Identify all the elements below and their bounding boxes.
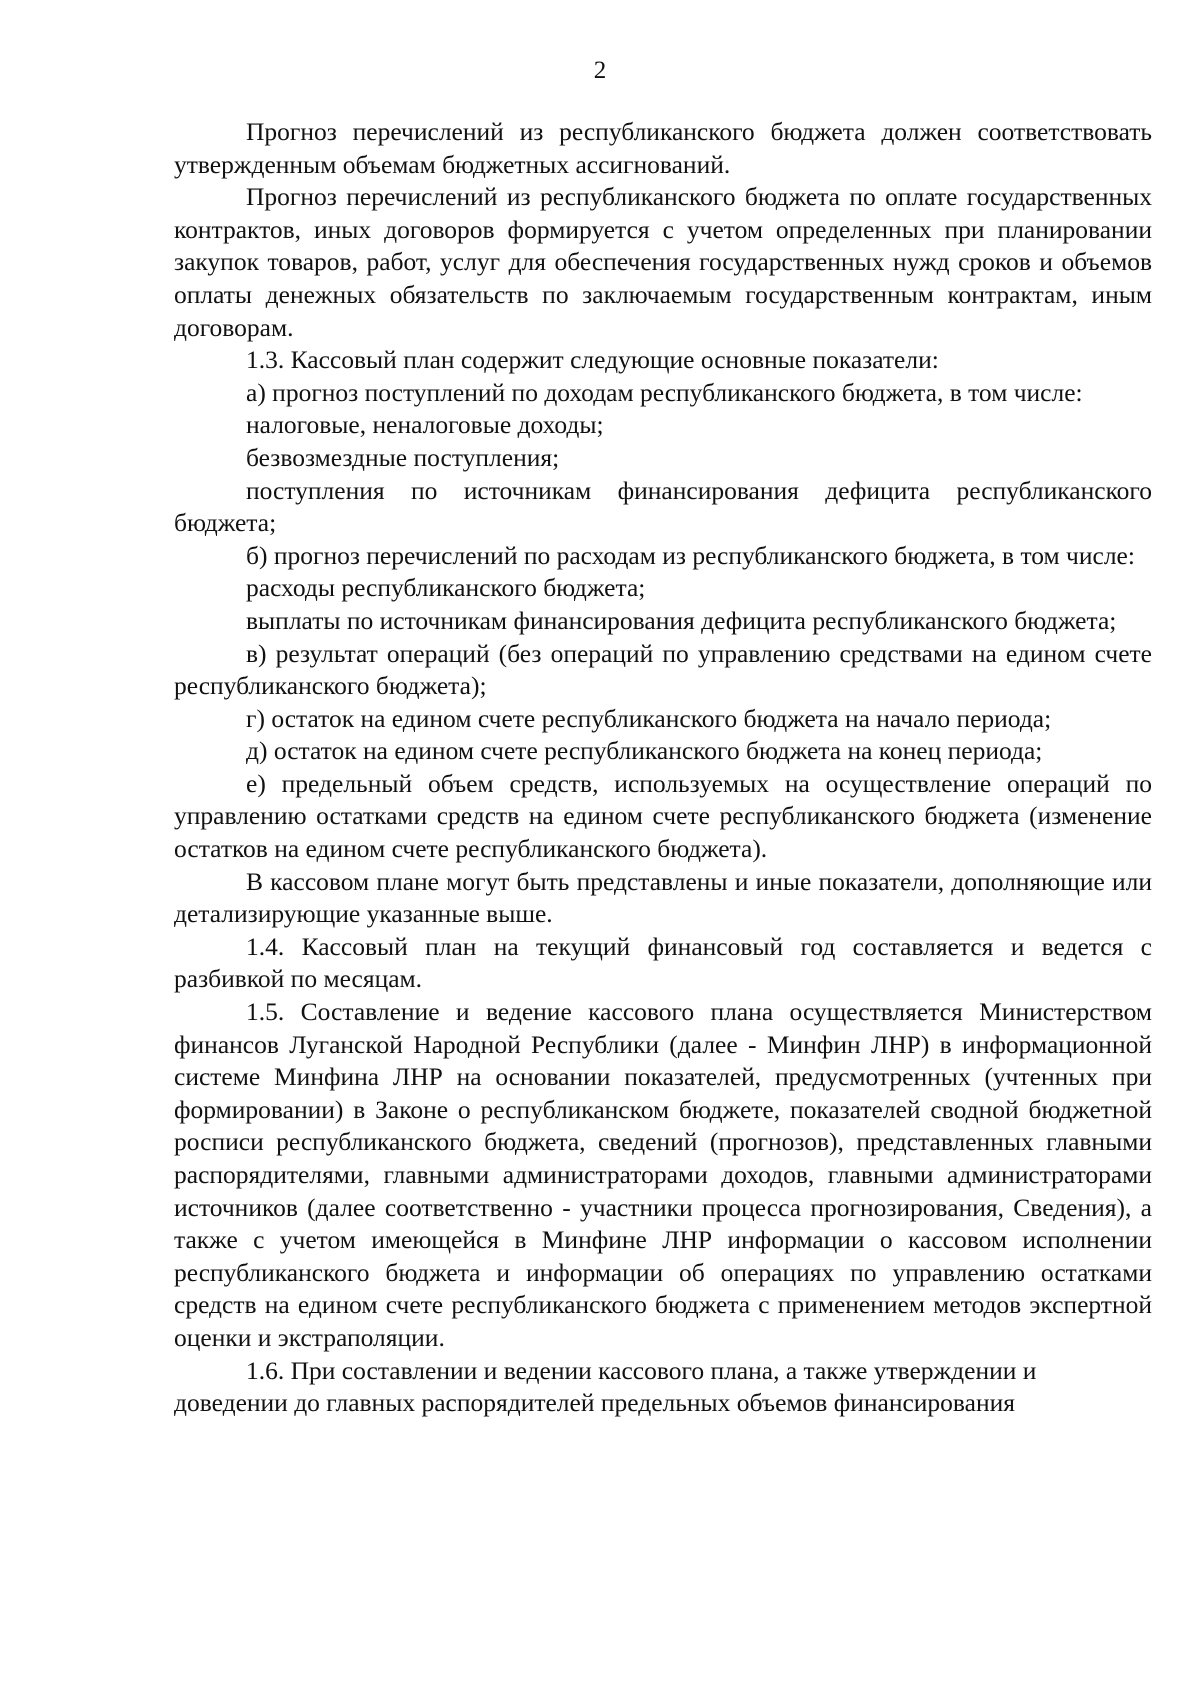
paragraph: 1.4. Кассовый план на текущий финансовый год составляется и ведется с разбивкой по месяцам.	[174, 931, 1152, 994]
paragraph: г) остаток на едином счете республиканского бюджета на начало периода;	[246, 703, 1052, 733]
paragraph: б) прогноз перечислений по расходам из республиканского бюджета, в том числе:	[246, 540, 1135, 570]
paragraph: е) предельный объем средств, используемых на осуществление операций по управлению остатками средств на едином счете республиканского бюджета (изменение остатков на едином счете республиканского бюджета).	[174, 768, 1152, 864]
paragraph: в) результат операций (без операций по управлению средствами на едином счете республиканского бюджета);	[174, 638, 1152, 701]
paragraph: 1.6. При составлении и ведении кассового плана, а также утверждении и доведении до главных распорядителей предельных объемов финансирования	[174, 1355, 1037, 1418]
paragraph: Прогноз перечислений из республиканского бюджета по оплате государственных контрактов, иных договоров формируется с учетом определенных при планировании закупок товаров, работ, услуг для обеспечения государственных нужд сроков и объемов оплаты денежных обязательств по заключаемым государственным контрактам, иным договорам.	[174, 182, 1152, 342]
paragraph: безвозмездные поступления;	[246, 442, 560, 472]
paragraph: поступления по источникам финансирования дефицита республиканского бюджета;	[174, 475, 1152, 538]
paragraph: а) прогноз поступлений по доходам республиканского бюджета, в том числе:	[246, 377, 1083, 407]
document-body	[174, 116, 1152, 1420]
paragraph: расходы республиканского бюджета;	[246, 573, 646, 603]
paragraph: налоговые, неналоговые доходы;	[246, 410, 604, 440]
paragraph: д) остаток на едином счете республиканского бюджета на конец периода;	[246, 736, 1043, 766]
page-number: 2	[593, 57, 607, 84]
paragraph: выплаты по источникам финансирования дефицита республиканского бюджета;	[246, 605, 1117, 635]
paragraph: Прогноз перечислений из республиканского бюджета должен соответствовать утвержденным объемам бюджетных ассигнований.	[174, 117, 1152, 179]
paragraph: 1.5. Составление и ведение кассового плана осуществляется Министерством финансов Луганской Народной Республики (далее - Минфин ЛНР) в информационной системе Минфина ЛНР на основании показателей, предусмотренных (учтенных при формировании) в Законе о республиканском бюджете, показателей сводной бюджетной росписи республиканского бюджета, сведений (прогнозов), представленных главными распорядителями, главными администраторами доходов, главными администраторами источников (далее соответственно - участники процесса прогнозирования, Сведения), а также с учетом имеющейся в Минфине ЛНР информации о кассовом исполнении республиканского бюджета и информации об операциях по управлению остатками средств на едином счете республиканского бюджета с применением методов экспертной оценки и экстраполяции.	[174, 997, 1152, 1352]
paragraph: 1.3. Кассовый план содержит следующие основные показатели:	[246, 345, 939, 375]
paragraph: В кассовом плане могут быть представлены и иные показатели, дополняющие или детализирующие указанные выше.	[174, 866, 1152, 929]
